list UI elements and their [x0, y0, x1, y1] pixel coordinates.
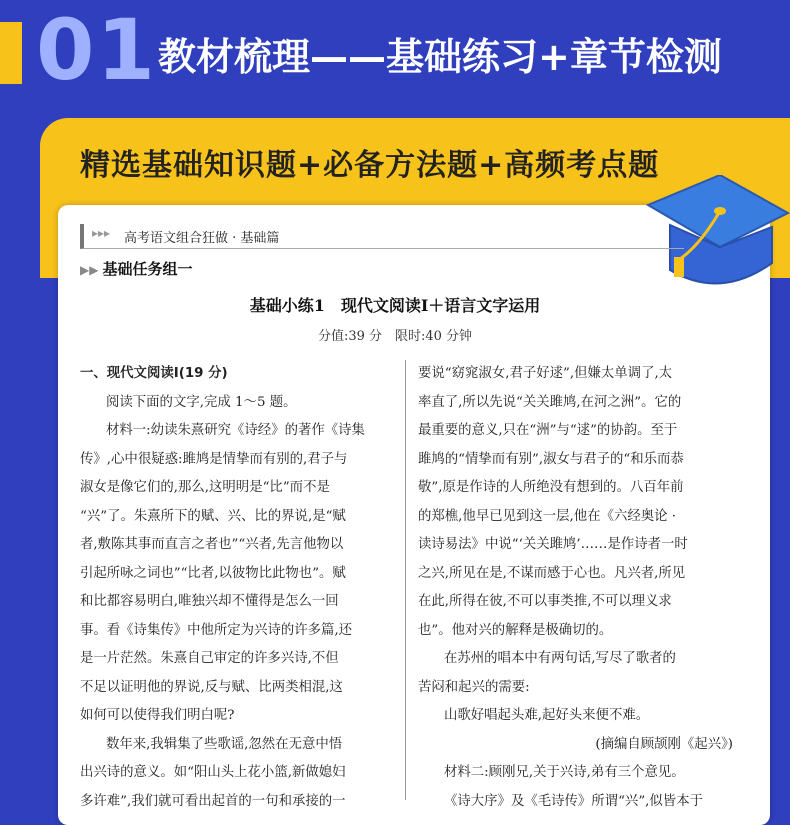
arrow-marks-icon: ▸▸▸ [92, 226, 111, 240]
text-line: 传》,心中很疑惑:雎鸠是情挚而有别的,君子与 [80, 451, 348, 467]
column-divider [405, 360, 406, 800]
exercise-title: 基础小练1 现代文阅读Ⅰ＋语言文字运用 [249, 296, 541, 315]
text-line: 《诗大序》及《毛诗传》所谓“兴”,似皆本于 [444, 793, 703, 809]
text-line: 材料二:顾刚兄,关于兴诗,弟有三个意见。 [444, 765, 685, 780]
text-line: 数年来,我辑集了些歌谣,忽然在无意中悟 [106, 736, 343, 752]
text-line: 率直了,所以先说“关关雎鸠,在河之洲”。它的 [418, 394, 682, 410]
text-line: 一、现代文阅读Ⅰ(19 分) [80, 366, 228, 381]
score-line: 分值:39 分 限时:40 分钟 [317, 329, 473, 344]
text-line: 不足以证明他的界说,反与赋、比两类相混,这 [80, 679, 343, 695]
text-line: 出兴诗的意义。如“阳山头上花小篮,新做媳妇 [80, 765, 346, 780]
text-line: 最重要的意义,只在“洲”与“逑”的协韵。至于 [418, 423, 678, 438]
text-line: 材料一:幼读朱熹研究《诗经》的著作《诗集 [106, 423, 365, 438]
text-line: 多许难”,我们就可看出起首的一句和承接的一 [80, 793, 346, 809]
text-line: 在苏州的唱本中有两句话,写尽了歌者的 [444, 651, 676, 666]
text-line: 事。看《诗集传》中他所定为兴诗的许多篇,还 [80, 622, 353, 638]
left-column [80, 360, 390, 816]
text-line: 也”。他对兴的解释是极确切的。 [418, 622, 613, 638]
text-line: 和比都容易明白,唯独兴却不懂得是怎么一回 [80, 594, 339, 609]
text-line: 之兴,所见在是,不谋而感于心也。凡兴者,所见 [418, 565, 686, 581]
double-arrow-icon: ▶▶ [80, 263, 99, 277]
text-line: 者,敷陈其事而直言之者也”“兴者,先言他物以 [80, 537, 344, 552]
text-line: 雎鸠的“情挚而有别”,淑女与君子的“和乐而恭 [418, 451, 684, 467]
text-line: 是一片茫然。朱熹自己审定的许多兴诗,不但 [80, 651, 339, 666]
right-column [418, 360, 733, 816]
section-title: 教材梳理——基础练习+章节检测 [158, 35, 722, 79]
text-line: 敬”,原是作诗的人所绝没有想到的。八百年前 [418, 480, 684, 495]
text-line: 如何可以使得我们明白呢? [80, 708, 235, 723]
text-line: 苦闷和起兴的需要: [418, 679, 530, 695]
header [0, 0, 790, 110]
citation-line: (摘编自顾颉刚《起兴》) [595, 736, 733, 752]
text-line: 要说“窈窕淑女,君子好逑”,但嫌太单调了,太 [418, 366, 673, 381]
text-line: 山歌好唱起头难,起好头来便不难。 [444, 708, 650, 723]
running-head-text: 高考语文组合狂做 · 基础篇 [124, 231, 280, 246]
subtitle: 精选基础知识题+必备方法题+高频考点题 [80, 148, 660, 183]
text-line: 在此,所得在彼,不可以事类推,不可以理义求 [418, 594, 672, 609]
text-line: 的郑樵,他早已见到这一层,他在《六经奥论 · [418, 508, 677, 524]
running-head [80, 224, 684, 249]
text-line: 淑女是像它们的,那么,这明明是“比”而不是 [80, 480, 330, 495]
text-line: “兴”了。朱熹所下的赋、兴、比的界说,是“赋 [80, 508, 346, 524]
text-line: 读诗易法》中说“‘关关雎鸠’……是作诗者一时 [418, 537, 688, 552]
text-line: 引起所咏之词也”“比者,以彼物比此物也”。赋 [80, 565, 346, 581]
text-line: 阅读下面的文字,完成 1～5 题。 [106, 394, 297, 410]
section-number: 01 [36, 1, 157, 99]
group-heading: ▶▶ 基础任务组一 [80, 260, 193, 278]
accent-tab [0, 22, 22, 84]
